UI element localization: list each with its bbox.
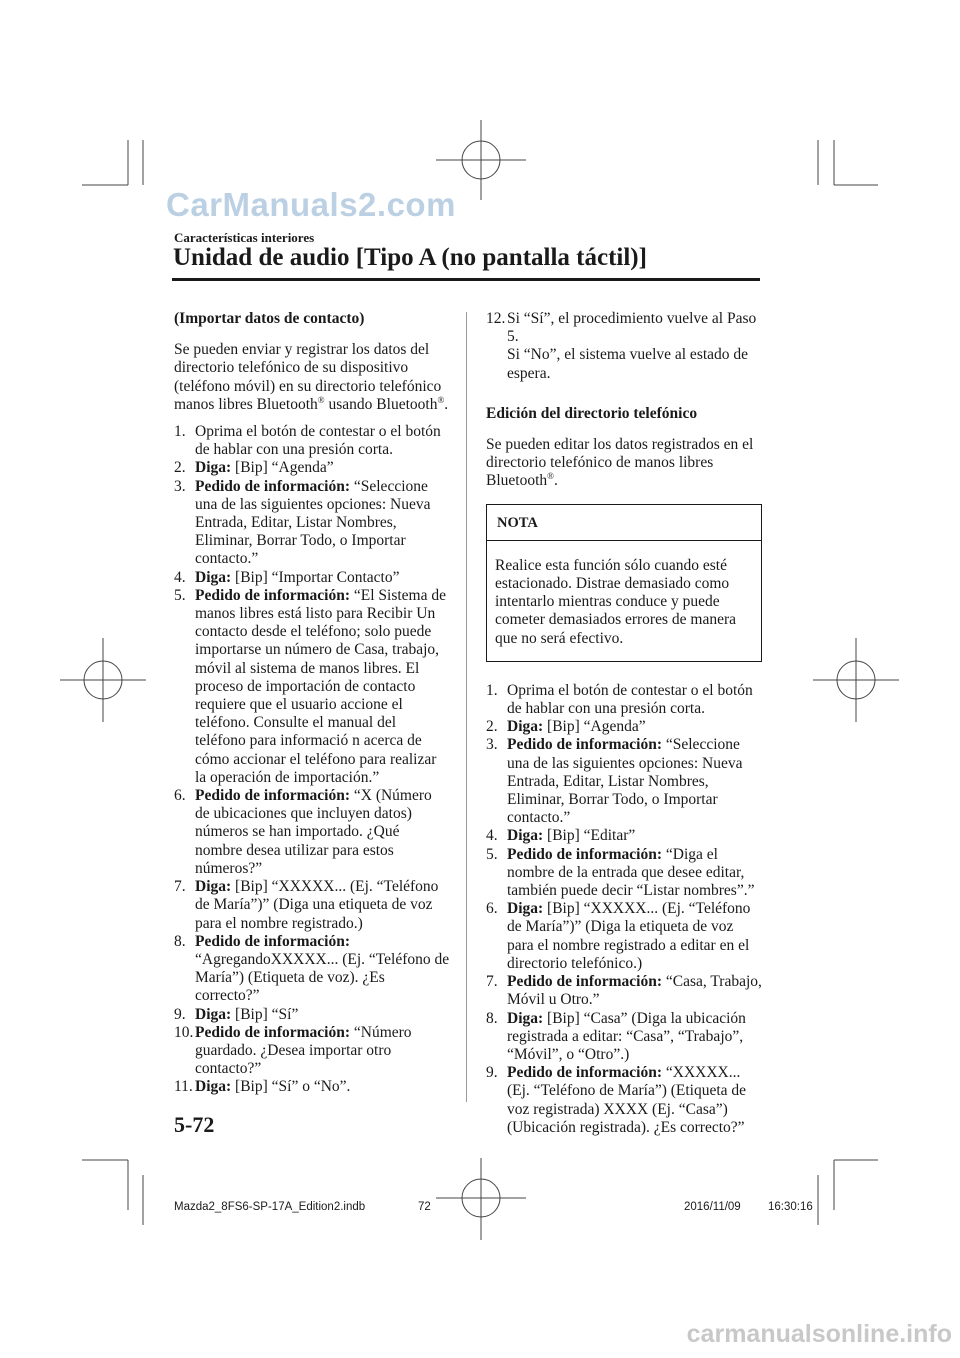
step-label: Diga:	[195, 1078, 232, 1096]
step-text: Oprima el botón de contestar o el botón de hablar con una presión corta.	[195, 423, 441, 459]
right-column	[486, 310, 762, 1137]
step-number: 9.	[174, 1005, 186, 1023]
edit-intro: Se pueden editar los datos registrados en el directorio telefónico de manos libres Bluetooth®.	[486, 436, 754, 490]
step-text: Si “No”, el sistema vuelve al estado de espera.	[507, 346, 749, 382]
step-number: 7.	[486, 973, 498, 991]
step-text: “Seleccione una de las siguientes opciones: Nueva Entrada, Editar, Listar Nombres, Eliminar, Borrar Todo, o Importar contacto.”	[195, 477, 431, 568]
step-text: [Bip] “Casa” (Diga la ubicación registrada a editar: “Casa”, “Trabajo”, “Móvil”, o “Otro”.)	[507, 1009, 746, 1063]
step-number: 9.	[486, 1064, 498, 1082]
step-number: 6.	[486, 900, 498, 918]
step-text: “AgregandoXXXXX... (Ej. “Teléfono de María”) (Etiqueta de voz). ¿Es correcto?”	[195, 950, 450, 1005]
step-label: Pedido de información:	[195, 477, 350, 495]
watermark-logo: CarManuals2.com	[166, 186, 456, 223]
list-item	[486, 973, 762, 1009]
list-item	[174, 933, 450, 1006]
step-label: Pedido de información:	[507, 1064, 662, 1082]
step-number: 3.	[174, 477, 186, 495]
step-label: Diga:	[507, 900, 544, 918]
step-text: “El Sistema de manos libres está listo para Recibir Un contacto desde el teléfono; solo puede importarse un número de Casa, trabajo, móvil al sistema de manos libres. El proceso de importación de contacto requiere que el usuario accione el teléfono. Consulte el manual del teléfono para informació n acerca de cómo accionar el teléfono para realizar la operación de importación.”	[195, 586, 446, 786]
step-number: 12.	[486, 310, 506, 327]
list-item	[174, 459, 450, 477]
note-text: Realice esta función sólo cuando esté estacionado. Distrae demasiado como intentarlo mientras conduce y puede cometer demasiados errores de manera que no será efectivo.	[495, 556, 736, 647]
step-label: Pedido de información:	[195, 932, 350, 950]
step-text: [Bip] “Agenda”	[543, 718, 646, 736]
step-number: 2.	[174, 459, 186, 477]
step-text: [Bip] “Importar Contacto”	[231, 568, 400, 586]
step-number: 1.	[174, 423, 186, 441]
list-item	[486, 682, 762, 718]
step-label: Diga:	[195, 878, 232, 896]
import-heading: (Importar datos de contacto)	[174, 310, 365, 327]
registered-mark: ®	[547, 471, 554, 482]
list-item	[174, 1078, 450, 1096]
step-label: Diga:	[507, 827, 544, 845]
registered-mark: ®	[317, 394, 325, 405]
list-item	[486, 846, 762, 901]
note-box	[486, 504, 762, 662]
step-number: 1.	[486, 681, 498, 699]
step-label: Diga:	[195, 1005, 232, 1023]
list-item	[486, 900, 762, 973]
page-title: Unidad de audio [Tipo A (no pantalla táctil)]	[173, 244, 647, 271]
step-text: [Bip] “Sí”	[231, 1005, 299, 1023]
list-item	[174, 478, 450, 569]
step-label: Diga:	[195, 568, 232, 586]
import-intro: Se pueden enviar y registrar los datos del directorio telefónico de su dispositivo (teléfono móvil) en su directorio telefónico manos libres Bluetooth® usando Bluetooth®.	[174, 341, 449, 413]
list-item	[486, 310, 762, 383]
list-item	[174, 1006, 450, 1024]
list-item	[486, 1064, 762, 1137]
step-label: Pedido de información:	[507, 736, 662, 754]
step-number: 8.	[174, 932, 186, 950]
step-text: “X (Número de ubicaciones que incluyen datos) números se han importado. ¿Qué nombre desea utilizar para estos números?”	[195, 787, 432, 877]
list-item	[174, 569, 450, 587]
step-text: Oprima el botón de contestar o el botón de hablar con una presión corta.	[507, 681, 753, 718]
step-number: 5.	[174, 586, 186, 604]
step-number: 10.	[174, 1023, 194, 1041]
step-text: “Número guardado. ¿Desea importar otro contacto?”	[195, 1023, 412, 1078]
step-number: 11.	[174, 1078, 193, 1096]
footer-file: Mazda2_8FS6-SP-17A_Edition2.indb	[174, 1201, 366, 1213]
left-column	[174, 310, 450, 1097]
edit-steps	[486, 682, 762, 1137]
watermark-footer: carmanualsonline.info	[686, 1320, 952, 1348]
step-text: [Bip] “XXXXX... (Ej. “Teléfono de María”)” (Diga la etiqueta de voz para el nombre registrado a editar en el directorio telefónico.)	[507, 900, 751, 972]
step-text: [Bip] “XXXXX... (Ej. “Teléfono de María”)” (Diga una etiqueta de voz para el nombre registrado.)	[195, 878, 439, 932]
step-label: Pedido de información:	[507, 973, 662, 991]
step-text: [Bip] “Sí” o “No”.	[231, 1078, 351, 1096]
page-number: 5-72	[174, 1112, 215, 1137]
step-number: 8.	[486, 1009, 498, 1027]
step-text: [Bip] “Editar”	[543, 827, 636, 845]
step-number: 7.	[174, 878, 186, 896]
section-label: Características interiores	[174, 230, 315, 245]
step-text: “Diga el nombre de la entrada que desee editar, también puede decir “Listar nombres”.”	[507, 845, 755, 900]
step-number: 2.	[486, 718, 498, 736]
step-label: Pedido de información:	[507, 845, 662, 863]
import-steps-continued	[486, 310, 762, 383]
registered-mark: ®	[437, 394, 445, 405]
title-rule	[172, 278, 760, 281]
step-text: Si “Sí”, el procedimiento vuelve al Paso 5.	[507, 310, 757, 346]
footer-date: 2016/11/09	[684, 1201, 741, 1213]
step-text: “Seleccione una de las siguientes opciones: Nueva Entrada, Editar, Listar Nombres, Eliminar, Borrar Todo, o Importar contacto.”	[507, 736, 743, 827]
list-item	[174, 1024, 450, 1079]
step-label: Pedido de información:	[195, 787, 350, 805]
step-label: Diga:	[195, 459, 232, 477]
list-item	[486, 827, 762, 845]
import-steps	[174, 423, 450, 1097]
note-title: NOTA	[487, 505, 761, 541]
step-label: Diga:	[507, 1009, 544, 1027]
step-text: [Bip] “Agenda”	[231, 459, 334, 477]
step-text: “XXXXX... (Ej. “Teléfono de María”) (Etiqueta de voz registrada) XXXX (Ej. “Casa”) (Ubicación registrada). ¿Es correcto?”	[507, 1064, 747, 1136]
list-item	[174, 787, 450, 878]
step-number: 4.	[174, 568, 186, 586]
footer-page: 72	[418, 1201, 431, 1213]
list-item	[174, 423, 450, 459]
step-label: Pedido de información:	[195, 1023, 350, 1041]
list-item	[486, 736, 762, 827]
list-item	[174, 878, 450, 933]
step-label: Pedido de información:	[195, 586, 350, 604]
edit-heading: Edición del directorio telefónico	[486, 404, 698, 422]
step-text: “Casa, Trabajo, Móvil u Otro.”	[507, 973, 762, 1009]
step-label: Diga:	[507, 718, 544, 736]
footer-time: 16:30:16	[768, 1201, 813, 1213]
list-item	[486, 718, 762, 736]
list-item	[174, 587, 450, 787]
list-item	[486, 1010, 762, 1065]
step-number: 6.	[174, 787, 186, 805]
step-number: 3.	[486, 736, 498, 754]
step-number: 5.	[486, 845, 498, 863]
step-number: 4.	[486, 827, 498, 845]
column-divider	[466, 312, 467, 1102]
